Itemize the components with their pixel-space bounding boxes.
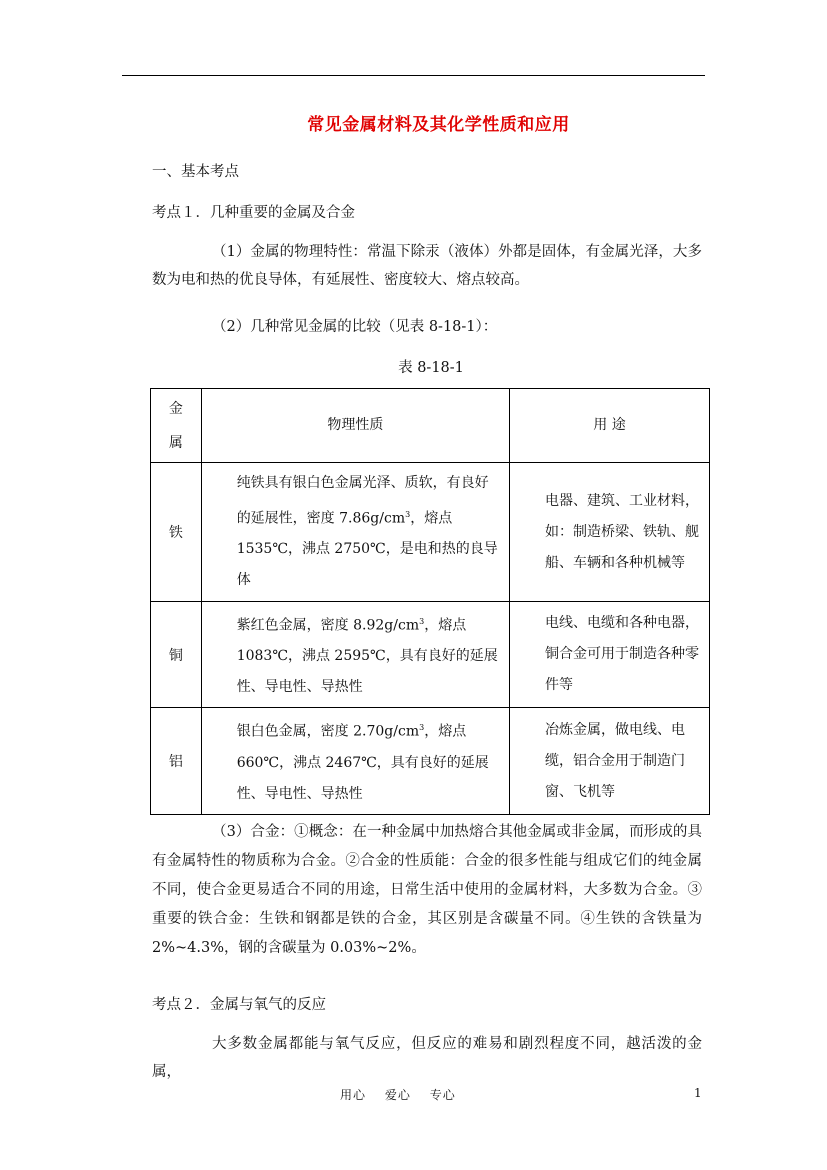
metal-property: 紫红色金属，密度 $8.92g/cm^3$，熔点 1083℃，沸点 2595℃，具有良好的延展性、导电性、导热性 — [201, 602, 509, 708]
table-row — [151, 463, 710, 602]
metal-usage: 电器、建筑、工业材料，如：制造桥梁、铁轨、舰船、车辆和各种机械等 — [510, 463, 710, 602]
metals-table — [150, 388, 710, 815]
footer-motto-1: 用心 — [340, 1088, 367, 1102]
metal-usage: 电线、电缆和各种电器，铜合金可用于制造各种零件等 — [510, 602, 710, 708]
paragraph-physical-properties: （1）金属的物理特性：常温下除汞（液体）外都是固体，有金属光泽，大多数为电和热的优良导体，有延展性、密度较大、熔点较高。 — [152, 244, 702, 288]
paragraph-oxygen-reaction: 大多数金属都能与氧气反应，但反应的难易和剧烈程度不同，越活泼的金属， — [152, 1036, 702, 1080]
footer-motto — [340, 1086, 470, 1103]
metal-name: 铜 — [151, 602, 202, 708]
metal-usage: 冶炼金属，做电线、电缆，铝合金用于制造门窗、飞机等 — [510, 708, 710, 815]
header-usage: 用 途 — [510, 389, 710, 463]
header-property: 物理性质 — [201, 389, 509, 463]
paragraph-alloy: （3）合金：①概念：在一种金属中加热熔合其他金属或非金属，而形成的具有金属特性的物质称为合金。②合金的性质能：合金的很多性能与组成它们的纯金属不同，使合金更易适合不同的用途，日常生活中使用的金属材料，大多数为合金。③重要的铁合金：生铁和钢都是铁的合金，其区别是含碳量不同。④生铁的含铁量为 2%~4.3%，钢的含碳量为 0.03%~2%。 — [152, 824, 702, 956]
metal-name: 铝 — [151, 708, 202, 815]
header-metal-top: 金 — [168, 400, 183, 417]
metal-property: 银白色金属，密度 $2.70g/cm^3$，熔点 660℃，沸点 2467℃，具有良好的延展性、导电性、导热性 — [201, 708, 509, 815]
footer-motto-2: 爱心 — [384, 1088, 411, 1102]
header-rule — [122, 75, 705, 76]
kaodian-1-heading: 考点１．几种重要的金属及合金 — [152, 205, 355, 221]
page-title: 常见金属材料及其化学性质和应用 — [307, 115, 570, 135]
table-caption: 表 8-18-1 — [398, 360, 464, 376]
kaodian-2-heading: 考点２．金属与氧气的反应 — [152, 997, 326, 1013]
paragraph-comparison-intro: （2）几种常见金属的比较（见表 8-18-1）： — [212, 319, 498, 335]
table-row — [151, 602, 710, 708]
section-heading: 一、基本考点 — [152, 164, 239, 180]
table-row — [151, 708, 710, 815]
footer-motto-3: 专心 — [429, 1088, 456, 1102]
page-number: 1 — [694, 1086, 702, 1100]
metal-name: 铁 — [151, 463, 202, 602]
table-header-row — [151, 389, 710, 463]
header-metal — [151, 389, 202, 463]
metal-property: 纯铁具有银白色金属光泽、质软，有良好的延展性，密度 $7.86g/cm^3$，熔点 1535℃，沸点 2750℃，是电和热的良导体 — [201, 463, 509, 602]
header-metal-bottom: 属 — [168, 434, 183, 451]
